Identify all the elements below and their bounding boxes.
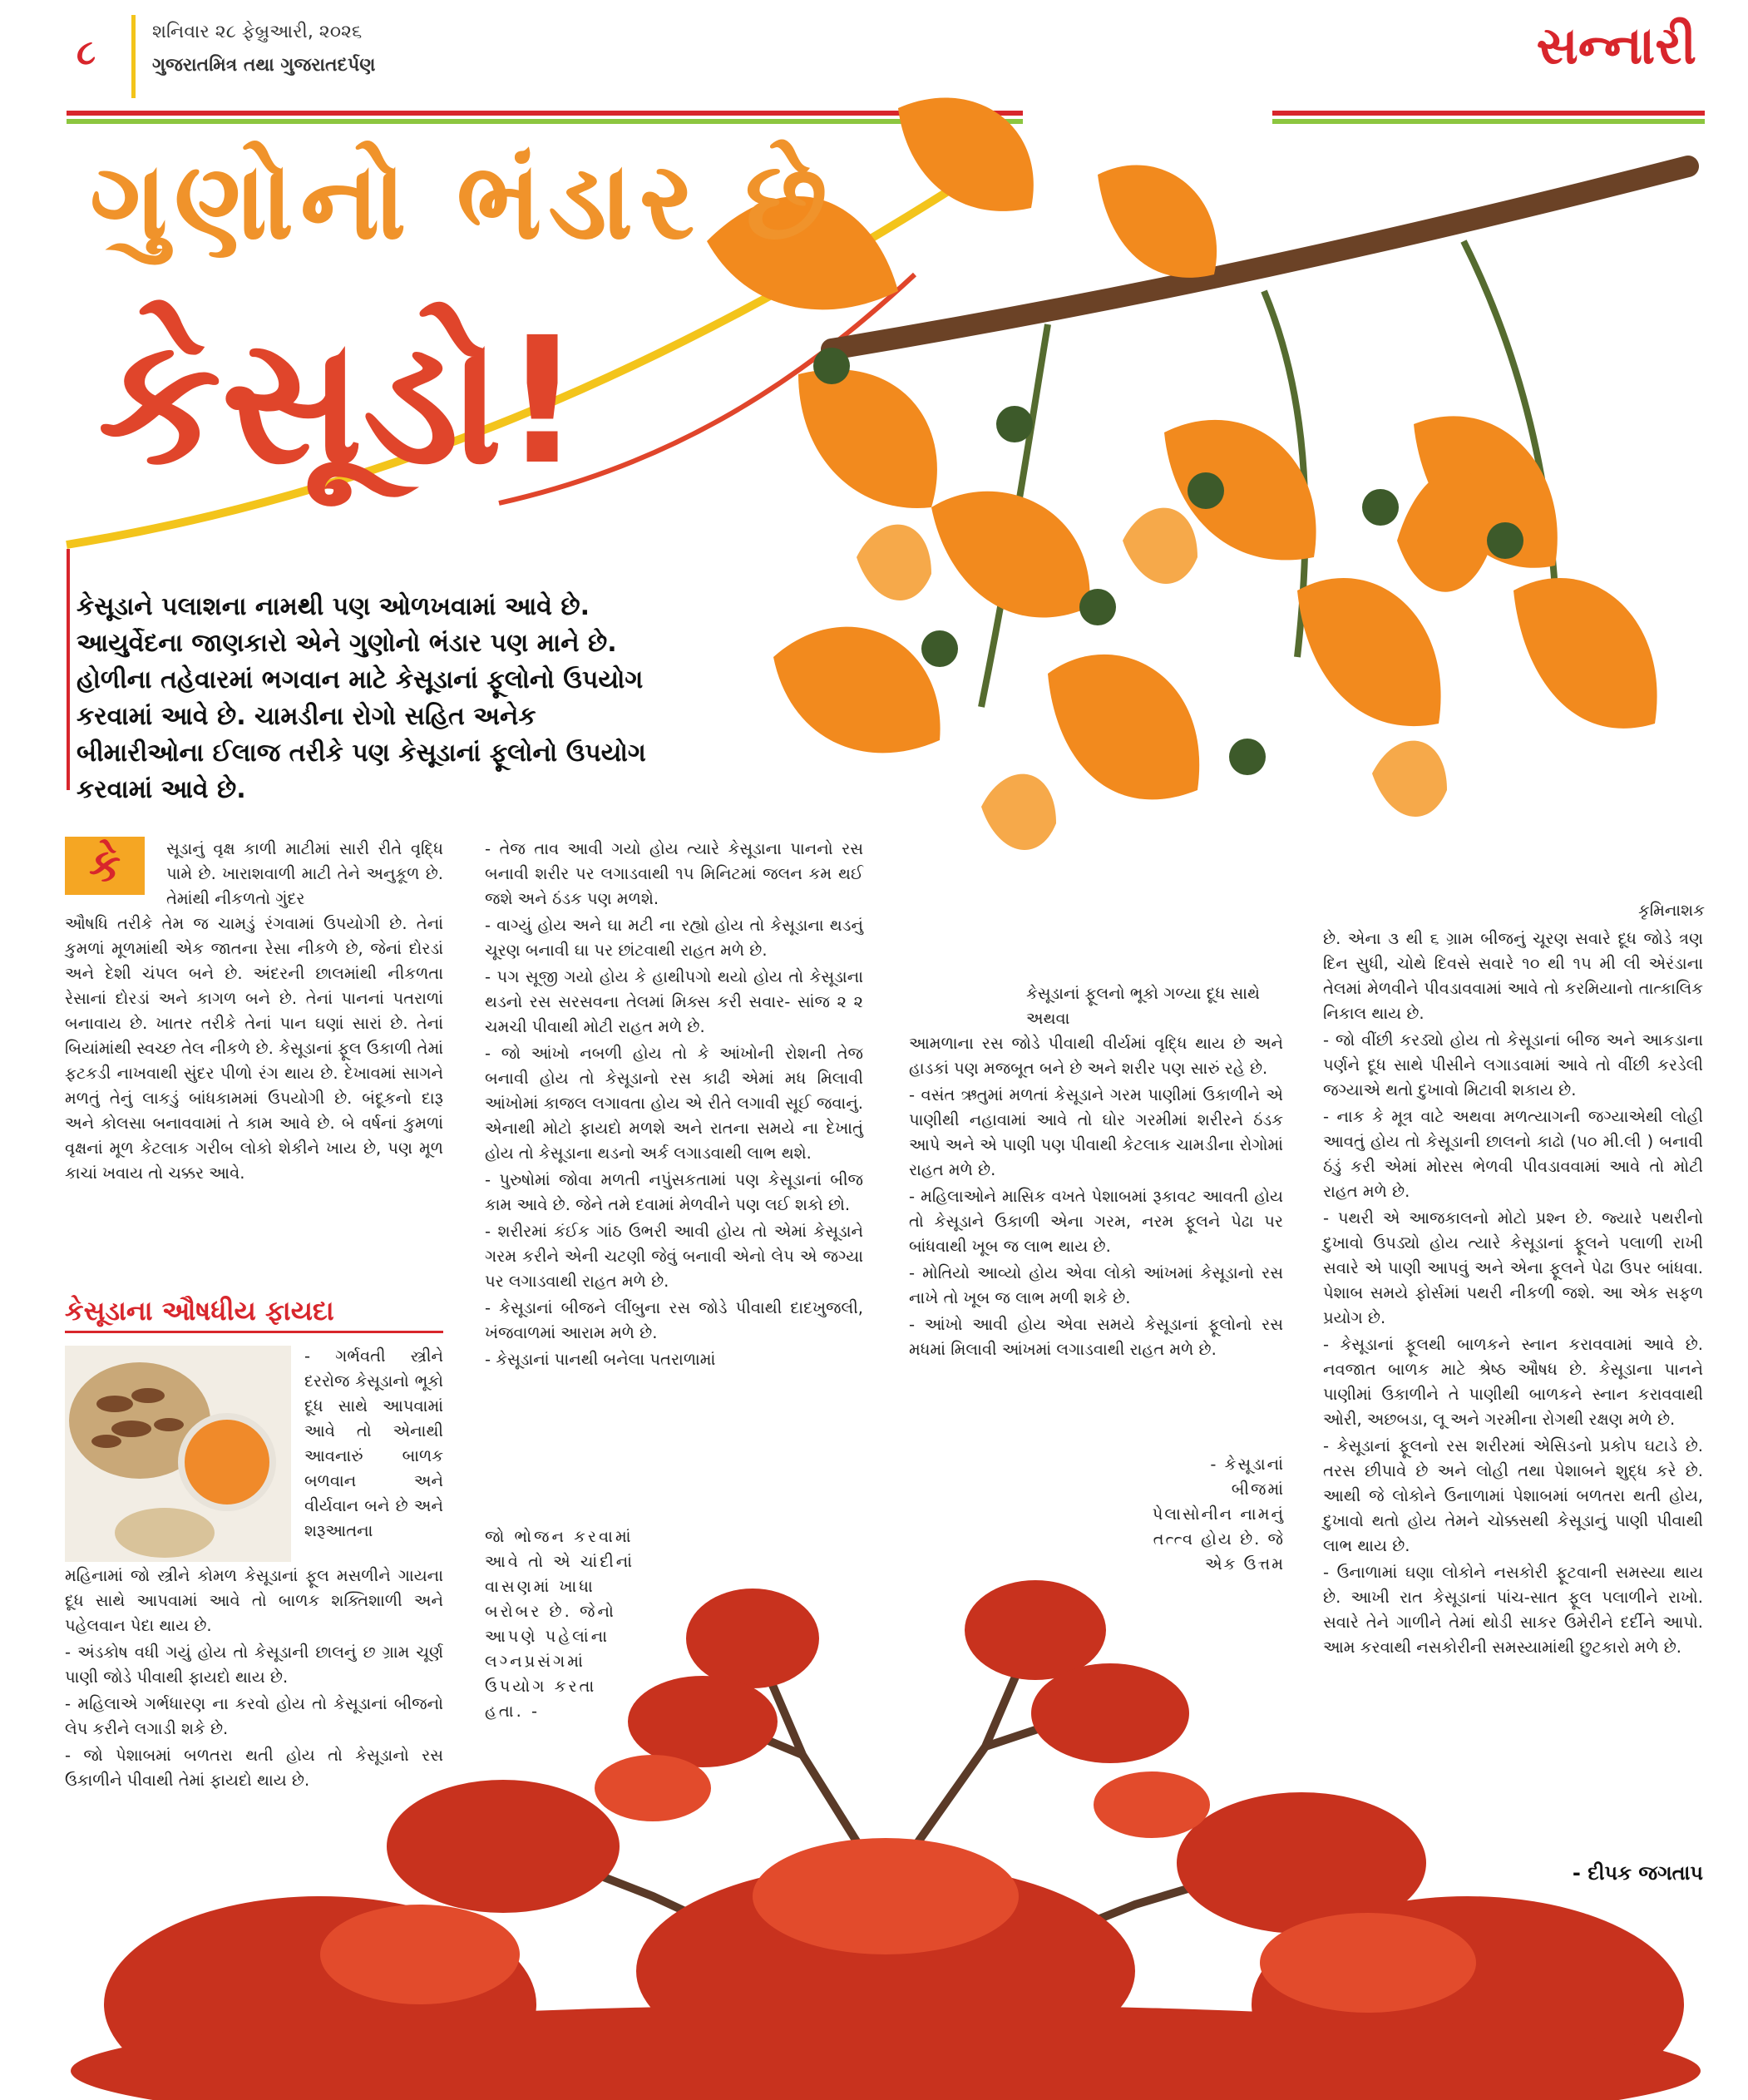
paragraph: - જો આંખો નબળી હોય તો કે આંખોની રોશની તેજ બનાવી હોય તો કેસૂડાનો રસ કાઢી એમાં મધ મિલાવી આંખોમાં કાજલ લગાવતા હોય એ રીતે લગાવી સૂઈ જવાનું. એનાથી મોટો ફાયદો મળશે અને રાતના સમયે ના દેખાતું હોય તો કેસૂડાના થડનો અર્ક લગાડવાથી લાભ થશે. (485, 1044, 863, 1163)
paragraph: - કેસૂડાનાં ફૂલનો રસ શરીરમાં એસિડનો પ્રકોપ ઘટાડે છે. તરસ છીપાવે છે અને લોહી તથા પેશાબને શુદ્ધ કરે છે. આથી જે લોકોને ઉનાળામાં પેશાબમાં બળતરા થતી હોય, દુખાવો થતો હોય તેમને ચોક્કસથી કેસૂડાનું પાણી પીવાથી લાભ થાય છે. (1323, 1436, 1703, 1555)
section-logo: સન્નારી (1536, 15, 1696, 76)
column2-body (485, 837, 863, 1374)
paragraph: - કેસૂડાનાં પાનથી બનેલા પતરાળામાં (485, 1350, 716, 1369)
subheading: કેસૂડાના ઔષધીય ફાયદા (65, 1295, 334, 1327)
paragraph: - પુરુષોમાં જોવા મળતી નપુંસકતામાં પણ કેસૂડાનાં બીજ કામ આવે છે. જેને તમે દવામાં મેળવીને પણ લઈ શકો છો. (485, 1170, 863, 1214)
paragraph: છે. એના ૩ થી ૬ ગ્રામ બીજનું ચૂરણ સવારે દૂધ જોડે ત્રણ દિન સુધી, ચોથે દિવસે સવારે ૧૦ થી ૧૫ મી લી એરંડાના તેલમાં મેળવીને પીવડાવવામાં આવે તો કરમિયાનો તાત્કાલિક નિકાલ થાય છે. (1323, 929, 1703, 1023)
publication-name: ગુજરાતમિત્ર તથા ગુજરાતદર્પણ (152, 55, 376, 76)
paragraph: - નાક કે મૂત્ર વાટે અથવા મળત્યાગની જગ્યાએથી લોહી આવતું હોય તો કેસૂડાની છાલનો કાઢો (૫૦ મી.લી ) બનાવી ઠંડું કરી એમાં મોરસ ભેળવી પીવડાવવામાં આવે તો મોટી રાહત મળે છે. (1323, 1107, 1703, 1201)
column3-body (909, 1031, 1283, 1364)
dried-flowers-photo (65, 1346, 291, 1562)
paragraph: - શરીરમાં કંઈક ગાંઠ ઉભરી આવી હોય તો એમાં કેસૂડાને ગરમ કરીને એની ચટણી જેવું બનાવી એનો લેપ એ જગ્યા પર લગાડવાથી રાહત મળે છે. (485, 1222, 863, 1291)
paragraph: - મહિલાઓને માસિક વખતે પેશાબમાં રૂકાવટ આવતી હોય તો કેસૂડાને ઉકાળી એના ગરમ, નરમ ફૂલને પેઢા પર બાંધવાથી ખૂબ જ લાભ થાય છે. (909, 1187, 1283, 1256)
header-divider (131, 15, 136, 98)
issue-date: શનિવાર ૨૮ ફેબ્રુઆરી, ૨૦૨૬ (152, 22, 363, 42)
flowering-tree-image (71, 1539, 1701, 2100)
paragraph: - જો વીંછી કરડ્યો હોય તો કેસૂડાનાં બીજ અને આકડાના પર્ણને દૂધ સાથે પીસીને લગાડવામાં આવે તો વીંછી કરડેલી જગ્યાએ થતો દુખાવો મિટાવી શકાય છે. (1323, 1030, 1703, 1099)
intro-accent-bar (67, 549, 70, 790)
paragraph: - આંખો આવી હોય એવા સમયે કેસૂડાનાં ફૂલોનો રસ મધમાં મિલાવી આંખમાં લગાડવાથી રાહત મળે છે. (909, 1315, 1283, 1359)
paragraph: - ઉનાળામાં ઘણા લોકોને નસકોરી ફૂટવાની સમસ્યા થાય છે. આખી રાત કેસૂડાનાં પાંચ-સાત ફૂલ પલાળીને રાખો. સવારે તેને ગાળીને તેમાં થોડી સાકર ઉમેરીને દર્દીને આપો. આમ કરવાથી નસકોરીની સમસ્યામાંથી છુટકારો મળે છે. (1323, 1563, 1703, 1657)
column4-lead-text: કૃમિનાશક (1637, 901, 1705, 920)
paragraph: - પથરી એ આજકાલનો મોટો પ્રશ્ન છે. જ્યારે પથરીનો દુખાવો ઉપડ્યો હોય ત્યારે કેસૂડાનાં ફૂલને પલાળી રાખી સવારે એ પાણી આપવું અને એના ફૂલને પેઢા ઉપર બાંધવા. પેશાબ સમયે ફોર્સમાં પથરી નીકળી જશે. આ એક સફળ પ્રયોગ છે. (1323, 1208, 1703, 1327)
paragraph: - જો પેશાબમાં બળતરા થતી હોય તો કેસૂડાનો રસ ઉકાળીને પીવાથી તેમાં ફાયદો થાય છે. (65, 1746, 443, 1790)
author-byline: - દીપક જગતાપ (1572, 1861, 1703, 1885)
column2-narrow-text: જો ભોજન કરવામાં આવે તો એ ચાંદીનાં વાસણમાં ખાધા બરોબર છે. જેનો આપણે પહેલાંના લગ્નપ્રસંગમાં ઉપયોગ કરતા હતા. - (485, 1527, 635, 1721)
headline-line1: ગુણોનો ભંડાર છે (90, 140, 834, 264)
paragraph: - વસંત ઋતુમાં મળતાં કેસૂડાને ગરમ પાણીમાં ઉકાળીને એ પાણીથી નહાવામાં આવે તો ઘોર ગરમીમાં શરીરને ઠંડક આપે અને એ પાણી પણ પીવાથી કેટલાક ચામડીના રોગોમાં રાહત મળે છે. (909, 1085, 1283, 1179)
subheading-rule (65, 1331, 443, 1333)
paragraph: - પગ સૂજી ગયો હોય કે હાથીપગો થયો હોય તો કેસૂડાના થડનો રસ સરસવના તેલમાં મિક્સ કરી સવાર- સાંજ ૨ ૨ ચમચી પીવાથી મોટી રાહત મળે છે. (485, 967, 863, 1036)
paragraph: - મહિલાએ ગર્ભધારણ ના કરવો હોય તો કેસૂડાનાં બીજનો લેપ કરીને લગાડી શકે છે. (65, 1694, 443, 1738)
paragraph: - તેજ તાવ આવી ગયો હોય ત્યારે કેસૂડાના પાનનો રસ બનાવી શરીર પર લગાડવાથી ૧૫ મિનિટમાં જલન કમ થઈ જશે અને ઠંડક પણ મળશે. (485, 839, 863, 908)
column1-body: ઔષધિ તરીકે તેમ જ ચામડું રંગવામાં ઉપયોગી છે. તેનાં કુમળાં મૂળમાંથી એક જાતના રેસા નીકળે છે, જેનાં દોરડાં અને દેશી ચંપલ બને છે. અંદરની છાલમાંથી નીકળતા રેસાનાં દોરડાં અને કાગળ બને છે. તેનાં પાનનાં પતરાળાં બનાવાય છે. ખાતર તરીકે તેનાં પાન ઘણાં સારાં છે. તેનાં બિયાંમાંથી સ્વચ્છ તેલ નીકળે છે. કેસૂડાનાં ફૂલ ઉકાળી તેમાં ફટકડી નાખવાથી સુંદર પીળો રંગ થાય છે. દેખાવમાં સાગને મળતું તેનું લાકડું બાંધકામમાં ઉપયોગી છે. બંદૂકનો દારૂ અને કોલસા બનાવવામાં તે કામ આવે છે. બે વર્ષનાં કુમળાં વૃક્ષનાં મૂળ કેટલાક ગરીબ લોકો શેકીને ખાય છે, પણ મૂળ કાચાં ખવાય તો ચક્કર આવે. (65, 914, 443, 1183)
column3-narrow-text: - કેસૂડાનાં બીજમાં પેલાસોનીન નામનું તત્ત્વ હોય છે. જે એક ઉત્તમ (1152, 1455, 1285, 1574)
paragraph: - કેસૂડાનાં ફૂલથી બાળકને સ્નાન કરાવવામાં આવે છે. નવજાત બાળક માટે શ્રેષ્ઠ ઔષધ છે. કેસૂડાના પાનને પાણીમાં ઉકાળીને તે પાણીથી બાળકને સ્નાન કરાવવાથી ઓરી, અછબડા, લૂ અને ગરમીના રોગથી રક્ષણ મળે છે. (1323, 1335, 1703, 1429)
paragraph: મહિનામાં જો સ્ત્રીને કોમળ કેસૂડાનાં ફૂલ મસળીને ગાયના દૂધ સાથે આપવામાં આવે તો બાળક શક્તિશાળી અને પહેલવાન પેદા થાય છે. (65, 1566, 443, 1635)
paragraph: આમળાના રસ જોડે પીવાથી વીર્યમાં વૃદ્ધિ થાય છે અને હાડકાં પણ મજબૂત બને છે અને શરીર પણ સારું રહે છે. (909, 1034, 1283, 1078)
column1-lead-text: સૂડાનું વૃક્ષ કાળી માટીમાં સારી રીતે વૃદ્ધિ પામે છે. ખારાશવાળી માટી તેને અનુકૂળ છે. તેમાંથી નીકળતો ગુંદર (166, 839, 443, 908)
article-intro: કેસૂડાને પલાશના નામથી પણ ઓળખવામાં આવે છે. આયુર્વેદના જાણકારો એને ગુણોનો ભંડાર પણ માને છે. હોળીના તહેવારમાં ભગવાન માટે કેસૂડાનાં ફૂલોનો ઉપયોગ કરવામાં આવે છે. ચામડીના રોગો સહિત અનેક બીમારીઓના ઈલાજ તરીકે પણ કેસૂડાનાં ફૂલોનો ઉપયોગ કરવામાં આવે છે. (77, 592, 646, 804)
page-number: ૮ (77, 32, 96, 72)
paragraph: - મોતિયો આવ્યો હોય એવા લોકો આંખમાં કેસૂડાનો રસ નાખે તો ખૂબ જ લાભ મળી શકે છે. (909, 1263, 1283, 1307)
column1-beside-photo-text: - ગર્ભવતી સ્ત્રીને દરરોજ કેસૂડાનો ભૂકો દૂધ સાથે આપવામાં આવે તો એનાથી આવનારું બાળક બળવાન અને વીર્યવાન બને છે અને શરૂઆતના (304, 1346, 443, 1540)
column3-lead-text: કેસૂડાનાં ફૂલનો ભૂકો ગળ્યા દૂધ સાથે અથવા (1026, 984, 1260, 1028)
paragraph: - વાગ્યું હોય અને ઘા મટી ના રહ્યો હોય તો કેસૂડાના થડનું ચૂરણ બનાવી ઘા પર છાંટવાથી રાહત મળે છે. (485, 916, 863, 960)
headline-line2: કેસૂડો! (98, 299, 582, 503)
paragraph: - કેસૂડાનાં બીજને લીંબુના રસ જોડે પીવાથી દાદખુજલી, ખંજવાળમાં આરામ મળે છે. (485, 1298, 863, 1342)
paragraph: - અંડકોષ વધી ગયું હોય તો કેસૂડાની છાલનું છ ગ્રામ ચૂર્ણ પાણી જોડે પીવાથી ફાયદો થાય છે. (65, 1643, 443, 1687)
drop-cap: કે (65, 837, 145, 895)
